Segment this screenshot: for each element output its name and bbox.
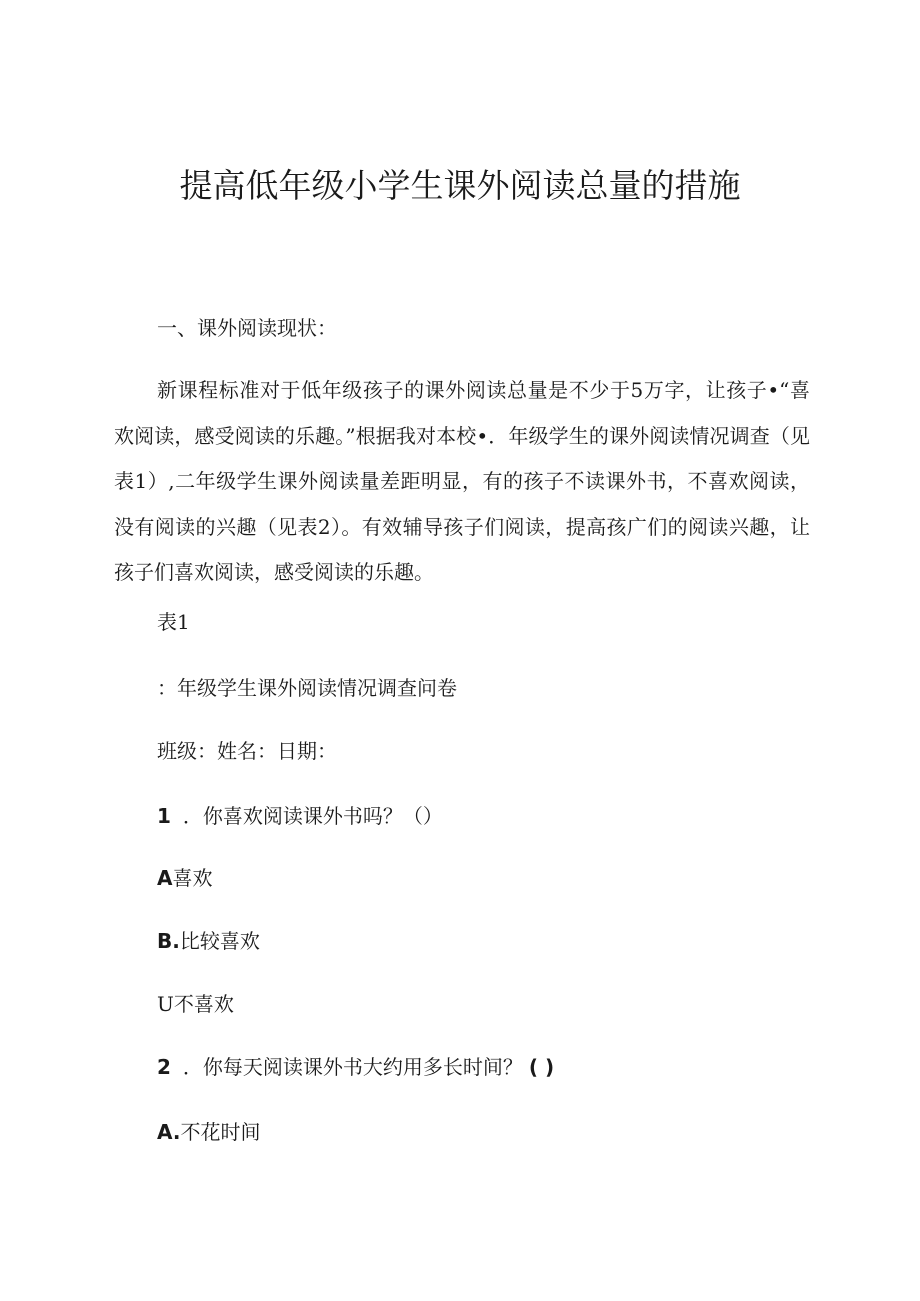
intro-paragraph: 新课程标准对于低年级孩子的课外阅读总量是不少于5万字，让孩子•“喜欢阅读，感受阅读的乐趣。”根据我对本校•．年级学生的课外阅读情况调查（见表1）,二年级学生课外阅读量差距明显，有的孩子不读课外书，不喜欢阅读，没有阅读的兴趣（见表2）。有效辅导孩子们阅读，提高孩广们的阅读兴趣，让孩子们喜欢阅读，感受阅读的乐趣。 (114, 378, 810, 584)
option-letter: A (157, 866, 173, 890)
document-title: 提高低年级小学生课外阅读总量的措施 (179, 166, 741, 205)
option-text: 喜欢 (172, 866, 213, 890)
question-2-paren: ( ) (528, 1055, 555, 1079)
question-1-option-a (157, 862, 212, 891)
question-2-option-a (157, 1116, 260, 1145)
option-letter: B. (157, 929, 180, 953)
option-letter: A. (157, 1120, 181, 1144)
question-2-number: 2 (157, 1055, 171, 1079)
option-text: 不花时间 (180, 1120, 261, 1144)
question-1-option-c (157, 988, 234, 1017)
table-label (157, 606, 190, 635)
survey-title: ：年级学生课外阅读情况调查问卷 (157, 676, 457, 700)
form-fields: 班级：姓名：日期： (157, 739, 337, 763)
option-letter: U (157, 992, 174, 1016)
question-2-text: ．你每天阅读课外书大约用多长时间？ (182, 1055, 523, 1079)
question-2 (157, 1051, 554, 1080)
question-1-text: ．你喜欢阅读课外书吗？（） (182, 804, 443, 828)
table-label-text: 表1 (157, 610, 190, 634)
section-heading: 一、课外阅读现状： (157, 316, 337, 340)
question-1-option-b (157, 925, 260, 954)
option-text: 不喜欢 (173, 992, 234, 1016)
option-text: 比较喜欢 (179, 929, 260, 953)
question-1-number: 1 (157, 804, 171, 828)
question-1 (157, 800, 443, 829)
